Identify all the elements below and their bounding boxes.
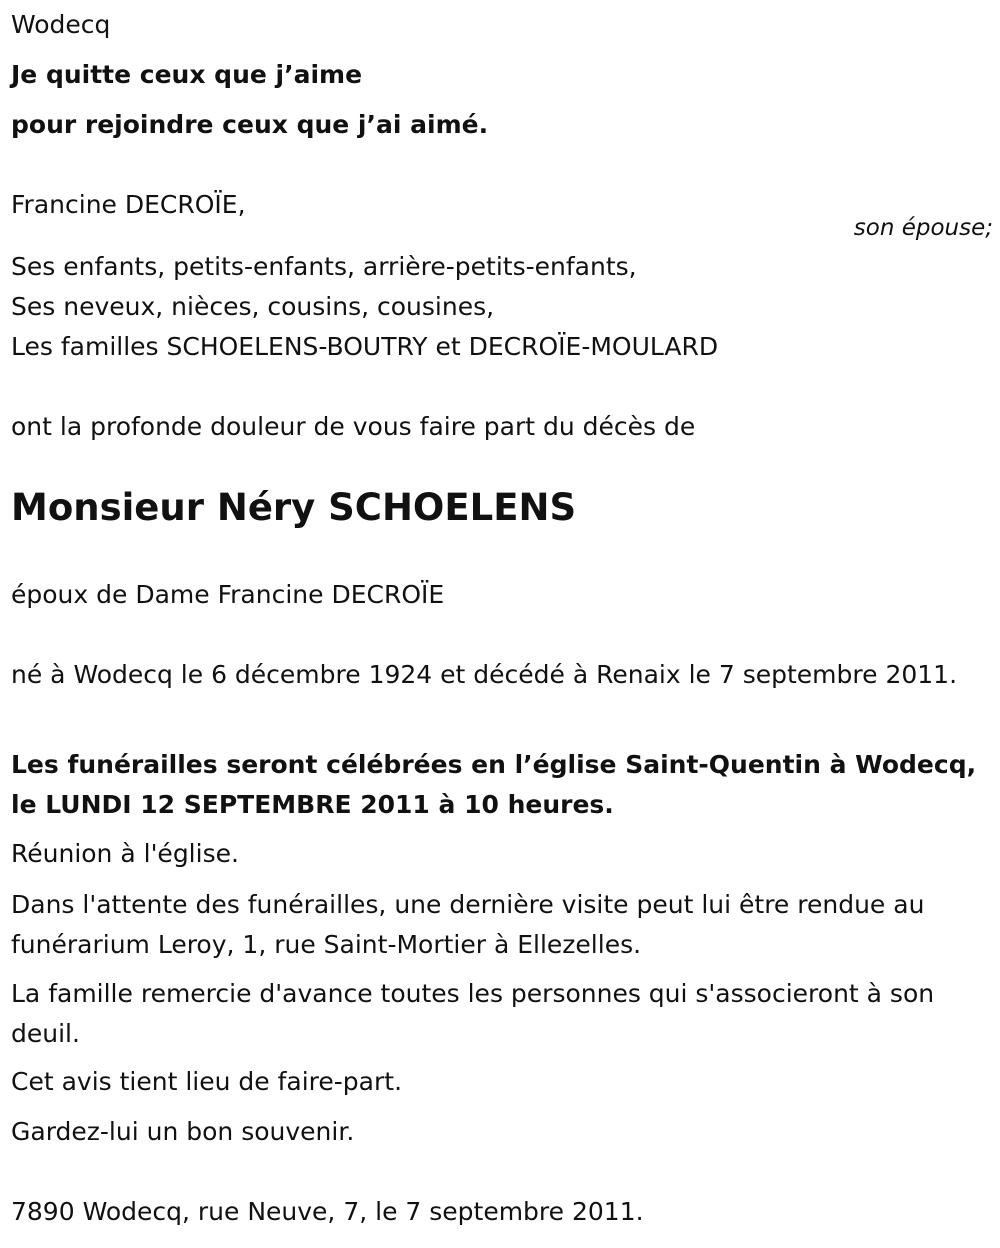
family-line-families: Les familles SCHOELENS-BOUTRY et DECROÏE-MOULARD: [11, 332, 719, 361]
funeral-details: Les funérailles seront célébrées en l’église Saint-Quentin à Wodecq, le LUNDI 12 SEPTEMBRE 2011 à 10 heures.: [11, 750, 977, 819]
spouse-relation: son épouse;: [853, 215, 993, 241]
quote-line-2: pour rejoindre ceux que j’ai aimé.: [11, 110, 489, 139]
birth-death: né à Wodecq le 6 décembre 1924 et décédé à Renaix le 7 septembre 2011.: [11, 660, 958, 689]
farewell-text: Gardez-lui un bon souvenir.: [11, 1117, 355, 1146]
place-header: Wodecq: [11, 10, 111, 39]
deceased-name: Monsieur Néry SCHOELENS: [11, 486, 577, 529]
meeting-info: Réunion à l'église.: [11, 839, 239, 868]
quote-line-1: Je quitte ceux que j’aime: [11, 60, 363, 89]
family-line-nephews: Ses neveux, nièces, cousins, cousines,: [11, 292, 495, 321]
spouse-name: Francine DECROÏE,: [11, 190, 246, 219]
announcement: ont la profonde douleur de vous faire part du décès de: [11, 412, 696, 441]
address-date: 7890 Wodecq, rue Neuve, 7, le 7 septembre 2011.: [11, 1197, 644, 1226]
notice-text: Cet avis tient lieu de faire-part.: [11, 1067, 403, 1096]
visit-info: Dans l'attente des funérailles, une dernière visite peut lui être rendue au funérarium Leroy, 1, rue Saint-Mortier à Ellezelles.: [11, 890, 925, 959]
spouse-of: époux de Dame Francine DECROÏE: [11, 580, 445, 609]
thanks-message: La famille remercie d'avance toutes les personnes qui s'associeront à son deuil.: [11, 979, 935, 1048]
family-line-children: Ses enfants, petits-enfants, arrière-petits-enfants,: [11, 252, 637, 281]
